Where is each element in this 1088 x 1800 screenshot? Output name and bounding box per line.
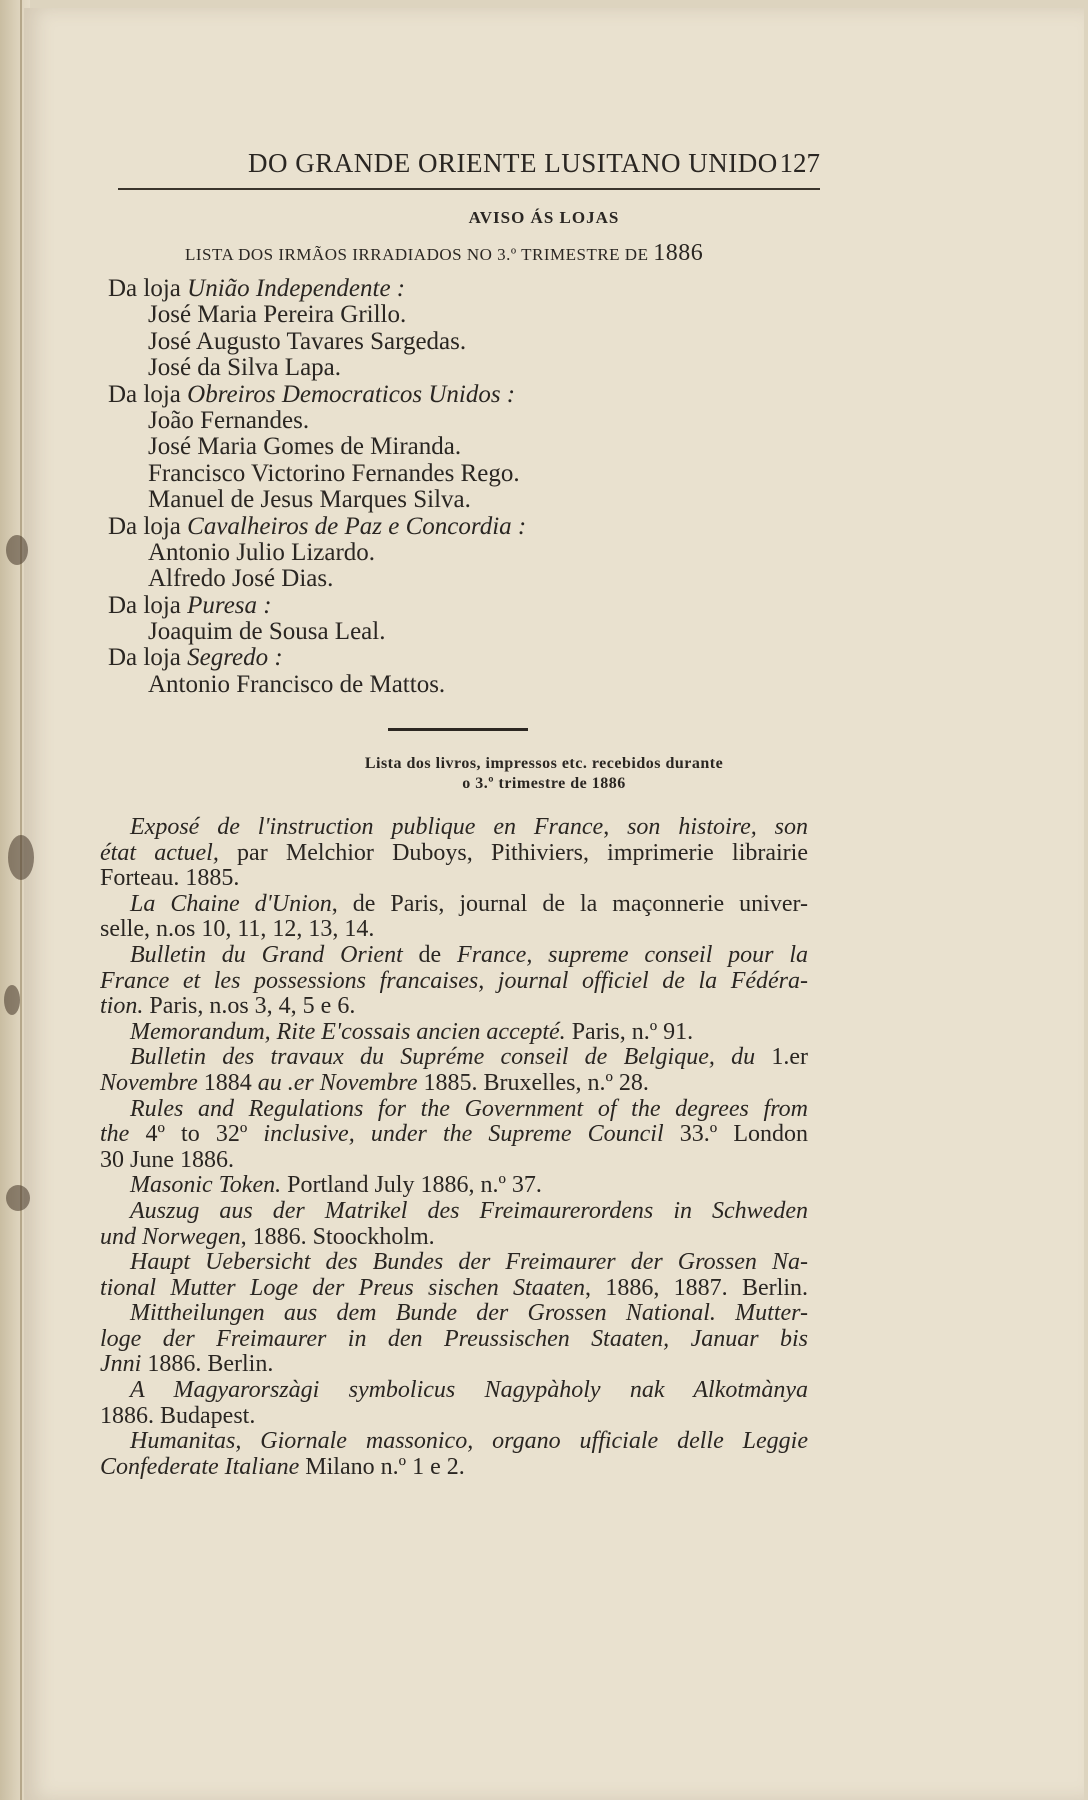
member-name: João Fernandes.	[148, 406, 310, 434]
lodge-heading	[108, 514, 526, 540]
book-entry-line	[100, 866, 808, 892]
book-title-text: loge der Freimaurer in den Preussischen Staaten, Januar bis	[100, 1326, 808, 1352]
lodge-prefix: Da loja	[108, 512, 188, 540]
book-entry-line	[100, 917, 808, 943]
book-title-text: au .er Novembre	[257, 1069, 418, 1096]
book-detail-text: , de Paris, journal de la maçonnerie univer-	[331, 891, 808, 917]
gutter-line	[20, 0, 22, 1800]
book-entry-line	[100, 892, 808, 918]
book-detail-text: 30 June 1886.	[100, 1146, 234, 1173]
book-detail-text: 1885. Bruxelles, n.º 28.	[417, 1069, 649, 1096]
book-detail-text: 1.er	[755, 1045, 808, 1071]
book-title-text: son histoire, son	[627, 815, 808, 840]
book-detail-text: de	[402, 942, 458, 968]
member-name: Manuel de Jesus Marques Silva.	[148, 486, 471, 514]
member-name: Antonio Francisco de Mattos.	[148, 670, 446, 698]
lodge-name: Cavalheiros de Paz e Concordia :	[187, 512, 527, 540]
lodge-prefix: Da loja	[108, 644, 188, 672]
book-title-text: Confederate Italiane	[100, 1453, 300, 1480]
book-entry-line	[100, 1404, 808, 1430]
book-entry-line	[100, 1429, 808, 1455]
member-name: Francisco Victorino Fernandes Rego.	[148, 459, 520, 487]
book-entry-line	[100, 1020, 808, 1046]
margin-stain	[4, 985, 20, 1015]
running-head	[118, 148, 820, 190]
member-name: José Augusto Tavares Sargedas.	[148, 327, 467, 355]
book-entry-line	[100, 1122, 808, 1148]
member-name: José da Silva Lapa.	[148, 354, 342, 382]
book-detail-text: Forteau. 1885.	[100, 865, 240, 892]
lodge-prefix: Da loja	[108, 591, 188, 619]
book-title-text: Jnni	[100, 1351, 142, 1378]
book-entry-line	[100, 1199, 808, 1225]
book-title-text: Bulletin du Grand Orient	[130, 942, 403, 968]
book-entry-line	[100, 815, 808, 841]
book-entry-line	[100, 1173, 808, 1199]
book-title-text: Humanitas, Giornale massonico, organo ufficiale delle Leggie	[130, 1429, 808, 1455]
member-name: Antonio Julio Lizardo.	[148, 538, 376, 566]
book-detail-text: selle, n.os 10, 11, 12, 13, 14.	[100, 916, 375, 943]
expelled-members-list	[108, 276, 526, 698]
book-detail-text: par Melchior Duboys, Pithiviers, imprimerie librairie	[218, 840, 808, 866]
book-detail-text: ,	[603, 815, 628, 840]
book-title-text: Novembre	[100, 1069, 198, 1096]
lodge-heading	[108, 276, 526, 302]
books-heading	[0, 754, 1088, 794]
book-detail-text: , 1886, 1887. Berlin.	[585, 1275, 808, 1301]
book-entry-line	[100, 943, 808, 969]
margin-stain	[8, 835, 34, 880]
book-entry-line	[100, 1352, 808, 1378]
book-title-text: Auszug aus der Matrikel des Freimaurerordens in Schweden	[130, 1198, 808, 1224]
book-title-text: Mittheilungen aus dem Bunde der Grossen National. Mutter-	[130, 1301, 808, 1327]
lodge-heading	[108, 382, 526, 408]
lodge-name: Puresa :	[187, 591, 272, 619]
member-name: Alfredo José Dias.	[148, 565, 334, 593]
book-detail-text: 4º to 32º	[129, 1122, 264, 1148]
book-detail-text: 1884	[197, 1069, 258, 1096]
running-head-title: DO GRANDE ORIENTE LUSITANO UNIDO	[248, 148, 778, 178]
book-entry-line	[100, 1301, 808, 1327]
notice-subtitle-text: LISTA DOS IRMÃOS IRRADIADOS NO 3.º TRIMESTRE DE	[185, 245, 649, 264]
lodge-heading	[108, 593, 526, 619]
book-entry-line	[100, 841, 808, 867]
book-title-text: Memorandum, Rite E'cossais ancien accepté.	[130, 1018, 566, 1045]
book-title-text: Rules and Regulations for the Government of the degrees from	[130, 1096, 808, 1122]
book-entry-line	[100, 994, 808, 1020]
book-title-text: tion.	[100, 993, 144, 1020]
books-heading-line: Lista dos livros, impressos etc. recebidos durante	[364, 755, 724, 772]
section-divider	[388, 728, 528, 731]
book-title-text: La Chaine d'Union	[130, 891, 332, 917]
lodge-name: Obreiros Democraticos Unidos :	[187, 380, 516, 408]
book-title-text: Exposé de l'instruction publique en France	[130, 815, 604, 840]
book-title-text: France et les possessions francaises, journal officiel de la Fédéra-	[100, 968, 808, 994]
book-entry-line	[100, 1276, 808, 1302]
member-name: José Maria Pereira Grillo.	[148, 301, 407, 329]
book-title-text: état actuel,	[100, 840, 219, 866]
books-list	[100, 815, 808, 1480]
book-entry-line	[100, 1378, 808, 1404]
book-title-text: inclusive, under the Supreme Council	[263, 1122, 664, 1148]
book-entry-line	[100, 1071, 808, 1097]
book-title-text: Bulletin des travaux du Supréme conseil de Belgique, du	[130, 1045, 756, 1071]
lodge-name: União Independente :	[187, 275, 406, 302]
book-detail-text: 33.º London	[663, 1122, 808, 1148]
book-entry-line	[100, 1327, 808, 1353]
book-entry-line	[100, 1045, 808, 1071]
book-entry-line	[100, 1250, 808, 1276]
book-title-text: the	[100, 1122, 130, 1148]
book-entry-line	[100, 1097, 808, 1123]
book-detail-text: 1886. Berlin.	[141, 1351, 274, 1378]
notice-subtitle-year: 1886	[653, 240, 704, 266]
book-title-text: Masonic Token.	[130, 1172, 282, 1199]
notice-title: AVISO ÁS LOJAS	[468, 208, 620, 227]
book-entry-line	[100, 969, 808, 995]
book-title-text: und Norwegen	[100, 1223, 241, 1250]
books-heading-line: o 3.º trimestre de 1886	[462, 775, 626, 792]
book-detail-text: Paris, n.os 3, 4, 5 e 6.	[143, 993, 356, 1020]
book-entry-line	[100, 1225, 808, 1251]
book-detail-text: Milano n.º 1 e 2.	[299, 1453, 465, 1480]
book-detail-text: , 1886. Stoockholm.	[240, 1223, 435, 1250]
lodge-heading	[108, 645, 526, 671]
book-title-text: A Magyarorszàgi symbolicus Nagypàholy nak Alkotmànya	[130, 1378, 808, 1404]
book-entry-line	[100, 1455, 808, 1481]
notice-subtitle	[185, 240, 703, 267]
lodge-prefix: Da loja	[108, 380, 188, 408]
book-title-text: Haupt Uebersicht des Bundes der Freimaurer der Grossen Na-	[130, 1250, 808, 1276]
book-detail-text: Paris, n.º 91.	[565, 1018, 694, 1045]
member-name: José Maria Gomes de Miranda.	[148, 433, 462, 461]
lodge-prefix: Da loja	[108, 275, 188, 302]
book-detail-text: Portland July 1886, n.º 37.	[281, 1172, 542, 1199]
book-detail-text: 1886. Budapest.	[100, 1402, 256, 1429]
book-title-text: tional Mutter Loge der Preus sischen Staaten	[100, 1275, 586, 1301]
margin-stain	[6, 1185, 30, 1211]
page-number: 127	[779, 148, 820, 178]
member-name: Joaquim de Sousa Leal.	[148, 618, 386, 646]
book-title-text: France, supreme conseil pour la	[457, 942, 808, 968]
margin-stain	[6, 535, 28, 565]
lodge-name: Segredo :	[187, 644, 283, 672]
book-entry-line	[100, 1148, 808, 1174]
